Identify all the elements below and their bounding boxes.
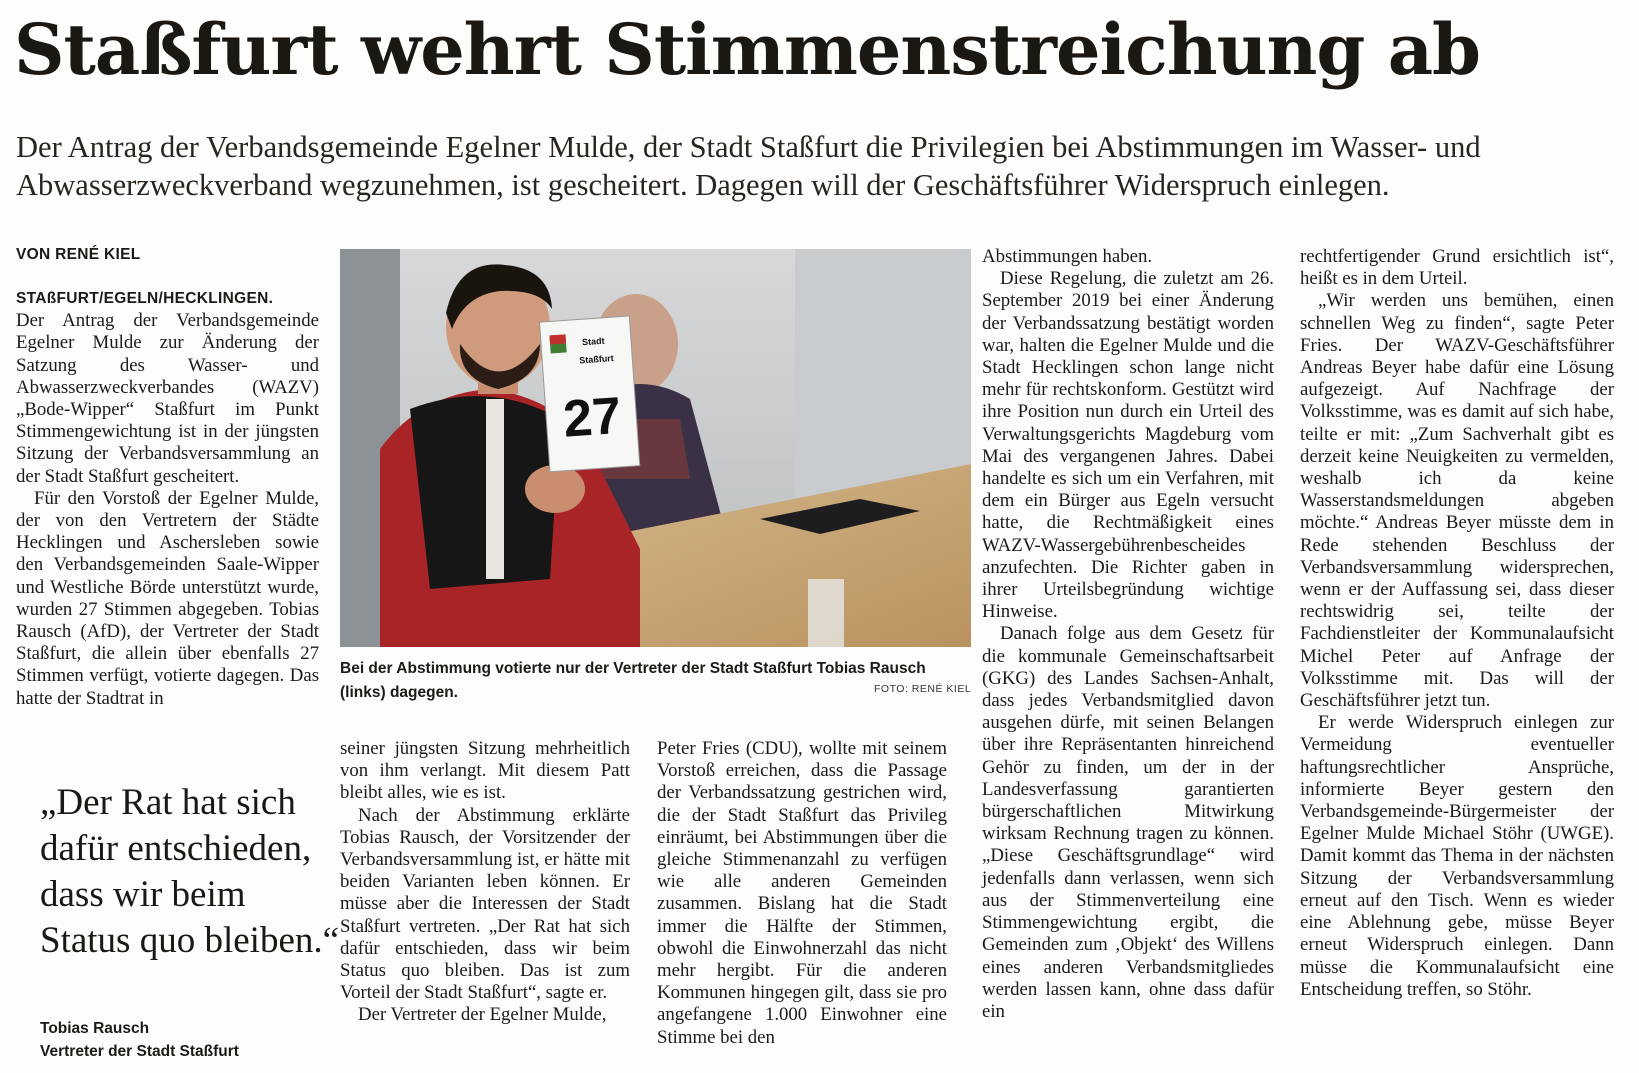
photo-illustration [340,249,971,647]
article-column-4 [982,246,1274,1023]
paragraph: Der Antrag der Verbandsgemeinde Egelner Mulde zur Änderung der Satzung des Wasser- und Abwasserzweckverbandes (WAZV) „Bode-Wipper“ Staßfurt im Punkt Stimmengewichtung ist in der jüngsten Sitzung der Verbandsversammlung an der Stadt Staßfurt gescheitert. [16,310,319,487]
paragraph: rechtfertigender Grund ersichtlich ist“, heißt es in dem Urteil. [1300,246,1614,290]
dateline: STAßFURT/EGELN/HECKLINGEN. [16,290,274,307]
paragraph: Nach der Abstimmung erklärte Tobias Rausch, der Vorsitzender der Verbandsversammlung ist, er hätte mit beiden Varianten leben können. Er müsse aber die Interessen der Stadt Staßfurt vertreten. „Der Rat hat sich dafür entschieden, dass wir beim Status quo bleiben. Das ist zum Vorteil der Stadt Staßfurt“, sagte er. [340,804,630,1004]
paragraph: Danach folge aus dem Gesetz für die kommunale Gemeinschaftsarbeit (GKG) des Landes Sachsen-Anhalt, dass jedes Verbandsmitglied davon ausgehen dürfe, mit seinen Belangen über ihre Repräsentanten hinreichend Gehör zu finden, um der in der Landesverfassung garantierten bürgerschaftlichen Mitwirkung wirksam Rechnung tragen zu können. „Diese Geschäftsgrundlage“ wird jedenfalls dann verlassen, wenn sich aus der Stimmenverteilung eine Stimmengewichtung ergibt, die Gemeinden zum ‚Objekt‘ des Willens eines anderen Verbandsmitgliedes werden lassen kann, ohne dass dafür ein [982,623,1274,1022]
paragraph: Peter Fries (CDU), wollte mit seinem Vorstoß erreichen, dass die Passage der Verbandssatzung gestrichen wird, die der Stadt Staßfurt das Privileg einräumt, bei Abstimmungen über die gleiche Stimmenanzahl zu verfügen wie alle anderen Gemeinden zusammen. Bislang hat die Stadt immer die Hälfte der Stimmen, obwohl die Einwohnerzahl das nicht mehr hergibt. Für die anderen Kommunen hingegen gilt, dass sie pro angefangene 1.000 Einwohner eine Stimme bei den [657,738,947,1048]
sign-text-1: Stadt [581,335,605,348]
article-photo [340,249,971,647]
paragraph: Er werde Widerspruch einlegen zur Vermeidung eventueller haftungsrechtlicher Ansprüche, informierte Beyer gestern den Verbandsgemeinde-Bürgermeister der Egelner Mulde Michael Stöhr (UWGE). Damit kommt das Thema in der nächsten Sitzung der Verbandsversammlung erneut auf den Tisch. Wenn es wieder eine Ablehnung gebe, müsse Beyer erneut Widerspruch einlegen. Dann müsse die Kommunalaufsicht eine Entscheidung treffen, so Stöhr. [1300,712,1614,1000]
quote-role: Vertreter der Stadt Staßfurt [40,1043,239,1060]
paragraph: Diese Regelung, die zuletzt am 26. September 2019 bei einer Änderung der Verbandssatzung bestätigt worden war, halten die Egelner Mulde und die Stadt Hecklingen schon lange nicht mehr für rechtskonform. Gestützt wird ihre Position nun durch ein Urteil des Verwaltungsgerichts Magdeburg vom Mai des vergangenen Jahres. Dabei handelte es sich um ein Verfahren, mit dem ein Bürger aus Egeln versucht hatte, die Rechtmäßigkeit eines WAZV-Wassergebührenbescheides anzufechten. Die Richter gaben in ihrer Urteilsbegründung wichtige Hinweise. [982,268,1274,623]
sign-number: 27 [561,386,624,449]
quote-attribution [40,1017,239,1063]
paragraph: seiner jüngsten Sitzung mehrheitlich von ihm verlangt. Mit diesem Patt bleibt alles, wie es ist. [340,738,630,804]
headline: Staßfurt wehrt Stimmenstreichung ab [14,8,1481,91]
article-column-3 [657,738,947,1049]
paragraph: Abstimmungen haben. [982,246,1153,267]
photo-credit: FOTO: RENÉ KIEL [874,683,972,695]
quote-name: Tobias Rausch [40,1020,150,1037]
paragraph: Für den Vorstoß der Egelner Mulde, der von den Vertretern der Städte Hecklingen und Aschersleben sowie den Verbandsgemeinden Saale-Wipper und Westliche Börde unterstützt wurde, wurden 27 Stimmen abgegeben. Tobias Rausch (AfD), der Vertreter der Stadt Staßfurt, die allein über ebenfalls 27 Stimmen verfügt, votierte dagegen. Das hatte der Stadtrat in [16,487,319,709]
pull-quote: „Der Rat hat sich dafür entschieden, dass wir beim Status quo bleiben.“ [40,782,340,961]
sign-text-2: Staßfurt [578,353,615,366]
byline: VON RENÉ KIEL [16,246,141,263]
article-column-1 [16,288,319,710]
subheadline: Der Antrag der Verbandsgemeinde Egelner Mulde, der Stadt Staßfurt die Privilegien bei Abstimmungen im Wasser- und Abwasserzweckverband wegzunehmen, ist gescheitert. Dagegen will der Geschäftsführer Widerspruch einlegen. [16,130,1481,202]
paragraph: „Wir werden uns bemühen, einen schnellen Weg zu finden“, sagte Peter Fries. Der WAZV-Geschäftsführer Andreas Beyer habe dafür eine Lösung aufgezeigt. Auf Nachfrage der Volksstimme, was es damit auf sich habe, teilte er mit: „Zum Sachverhalt gibt es derzeit keine Neuigkeiten zu vermelden, weshalb ich da keine Wasserstandsmeldungen abgeben möchte.“ Andreas Beyer müsste dem in Rede stehenden Beschluss der Verbandsversammlung widersprechen, wenn er der Auffassung sei, dass dieser rechtswidrig sei, teilte der Fachdienstleiter der Kommunalaufsicht Michel Peter auf Anfrage der Volksstimme mit. Das will der Geschäftsführer jetzt tun. [1300,290,1614,712]
article-column-5 [1300,246,1614,1001]
photo-caption: Bei der Abstimmung votierte nur der Vertreter der Stadt Staßfurt Tobias Rausch (links) dagegen. [340,660,926,701]
paragraph: Der Vertreter der Egelner Mulde, [358,1004,607,1026]
article-column-2 [340,738,630,1027]
